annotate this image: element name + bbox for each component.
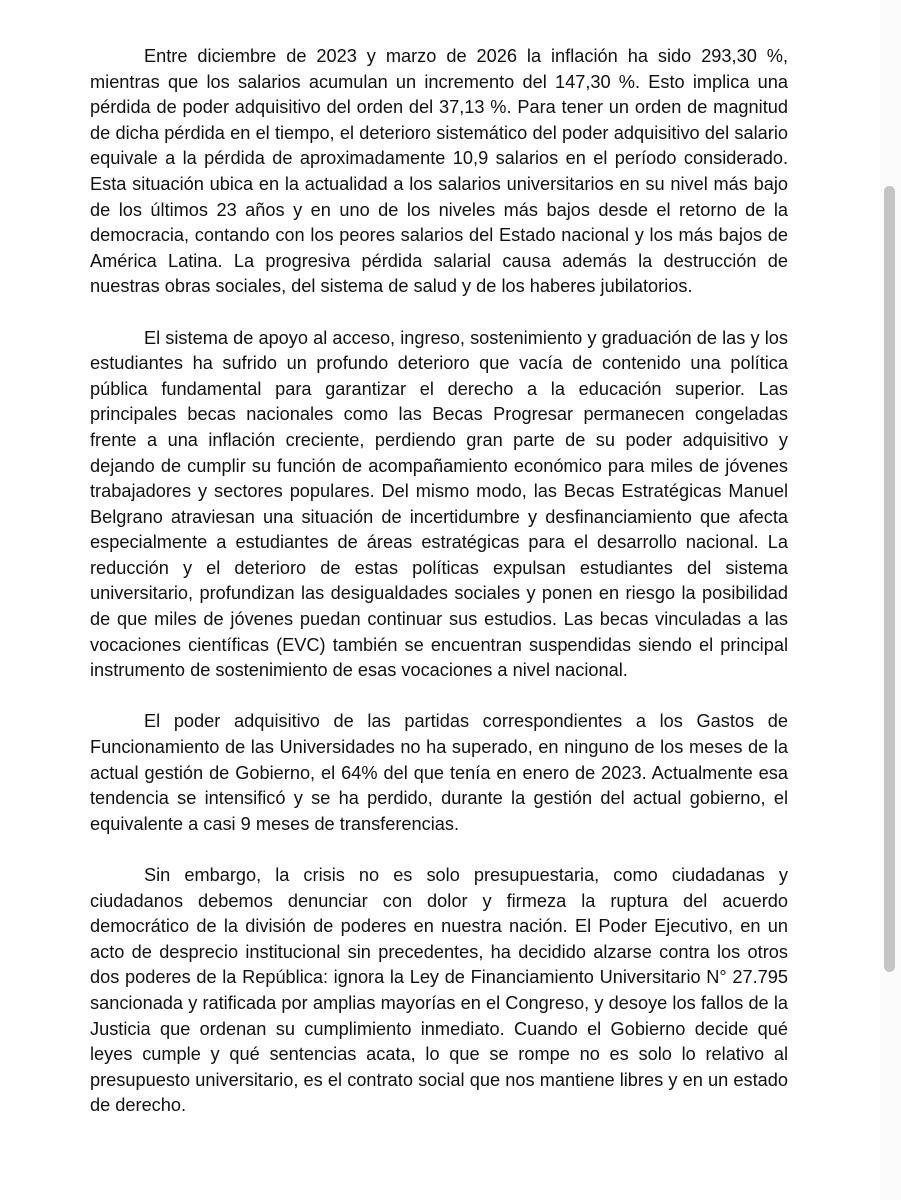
paragraph-becas: El sistema de apoyo al acceso, ingreso, sostenimiento y graduación de las y los estudiantes ha sufrido un profundo deterioro que vacía de contenido una política pública fundamental para garantizar el derecho a la educación superior. Las principales becas nacionales como las Becas Progresar permanecen congeladas frente a una inflación creciente, perdiendo gran parte de su poder adquisitivo y dejando de cumplir su función de acompañamiento económico para miles de jóvenes trabajadores y sectores populares. Del mismo modo, las Becas Estratégicas Manuel Belgrano atraviesan una situación de incertidumbre y desfinanciamiento que afecta especialmente a estudiantes de áreas estratégicas para el desarrollo nacional. La reducción y el deterioro de estas políticas expulsan estudiantes del sistema universitario, profundizan las desigualdades sociales y ponen en riesgo la posibilidad de que miles de jóvenes puedan continuar sus estudios. Las becas vinculadas a las vocaciones científicas (EVC) también se encuentran suspendidas siendo el principal instrumento de sostenimiento de esas vocaciones a nivel nacional. [90,327,788,681]
document-body [90,44,788,1145]
vertical-scrollbar-thumb[interactable] [884,186,895,972]
paragraph-gastos-funcionamiento: El poder adquisitivo de las partidas correspondientes a los Gastos de Funcionamiento de las Universidades no ha superado, en ninguno de los meses de la actual gestión de Gobierno, el 64% del que tenía en enero de 2023. Actualmente esa tendencia se intensificó y se ha perdido, durante la gestión del actual gobierno, el equivalente a casi 9 meses de transferencias. [90,711,788,834]
paragraph-salarios: Entre diciembre de 2023 y marzo de 2026 la inflación ha sido 293,30 %, mientras que los salarios acumulan un incremento del 147,30 %. Esto implica una pérdida de poder adquisitivo del orden del 37,13 %. Para tener un orden de magnitud de dicha pérdida en el tiempo, el deterioro sistemático del poder adquisitivo del salario equivale a la pérdida de aproximadamente 10,9 salarios en el período considerado. Esta situación ubica en la actualidad a los salarios universitarios en su nivel más bajo de los últimos 23 años y en uno de los niveles más bajos desde el retorno de la democracia, contando con los peores salarios del Estado nacional y los más bajos de América Latina. La progresiva pérdida salarial causa además la destrucción de nuestras obras sociales, del sistema de salud y de los haberes jubilatorios. [90,46,788,297]
paragraph-division-poderes: Sin embargo, la crisis no es solo presupuestaria, como ciudadanas y ciudadanos debemos denunciar con dolor y firmeza la ruptura del acuerdo democrático de la división de poderes en nuestra nación. El Poder Ejecutivo, en un acto de desprecio institucional sin precedentes, ha decidido alzarse contra los otros dos poderes de la República: ignora la Ley de Financiamiento Universitario N° 27.795 sancionada y ratificada por amplias mayorías en el Congreso, y desoye los fallos de la Justicia que ordenan su cumplimiento inmediato. Cuando el Gobierno decide qué leyes cumple y qué sentencias acata, lo que se rompe no es solo lo relativo al presupuesto universitario, es el contrato social que nos mantiene libres y en un estado de derecho. [90,865,788,1116]
